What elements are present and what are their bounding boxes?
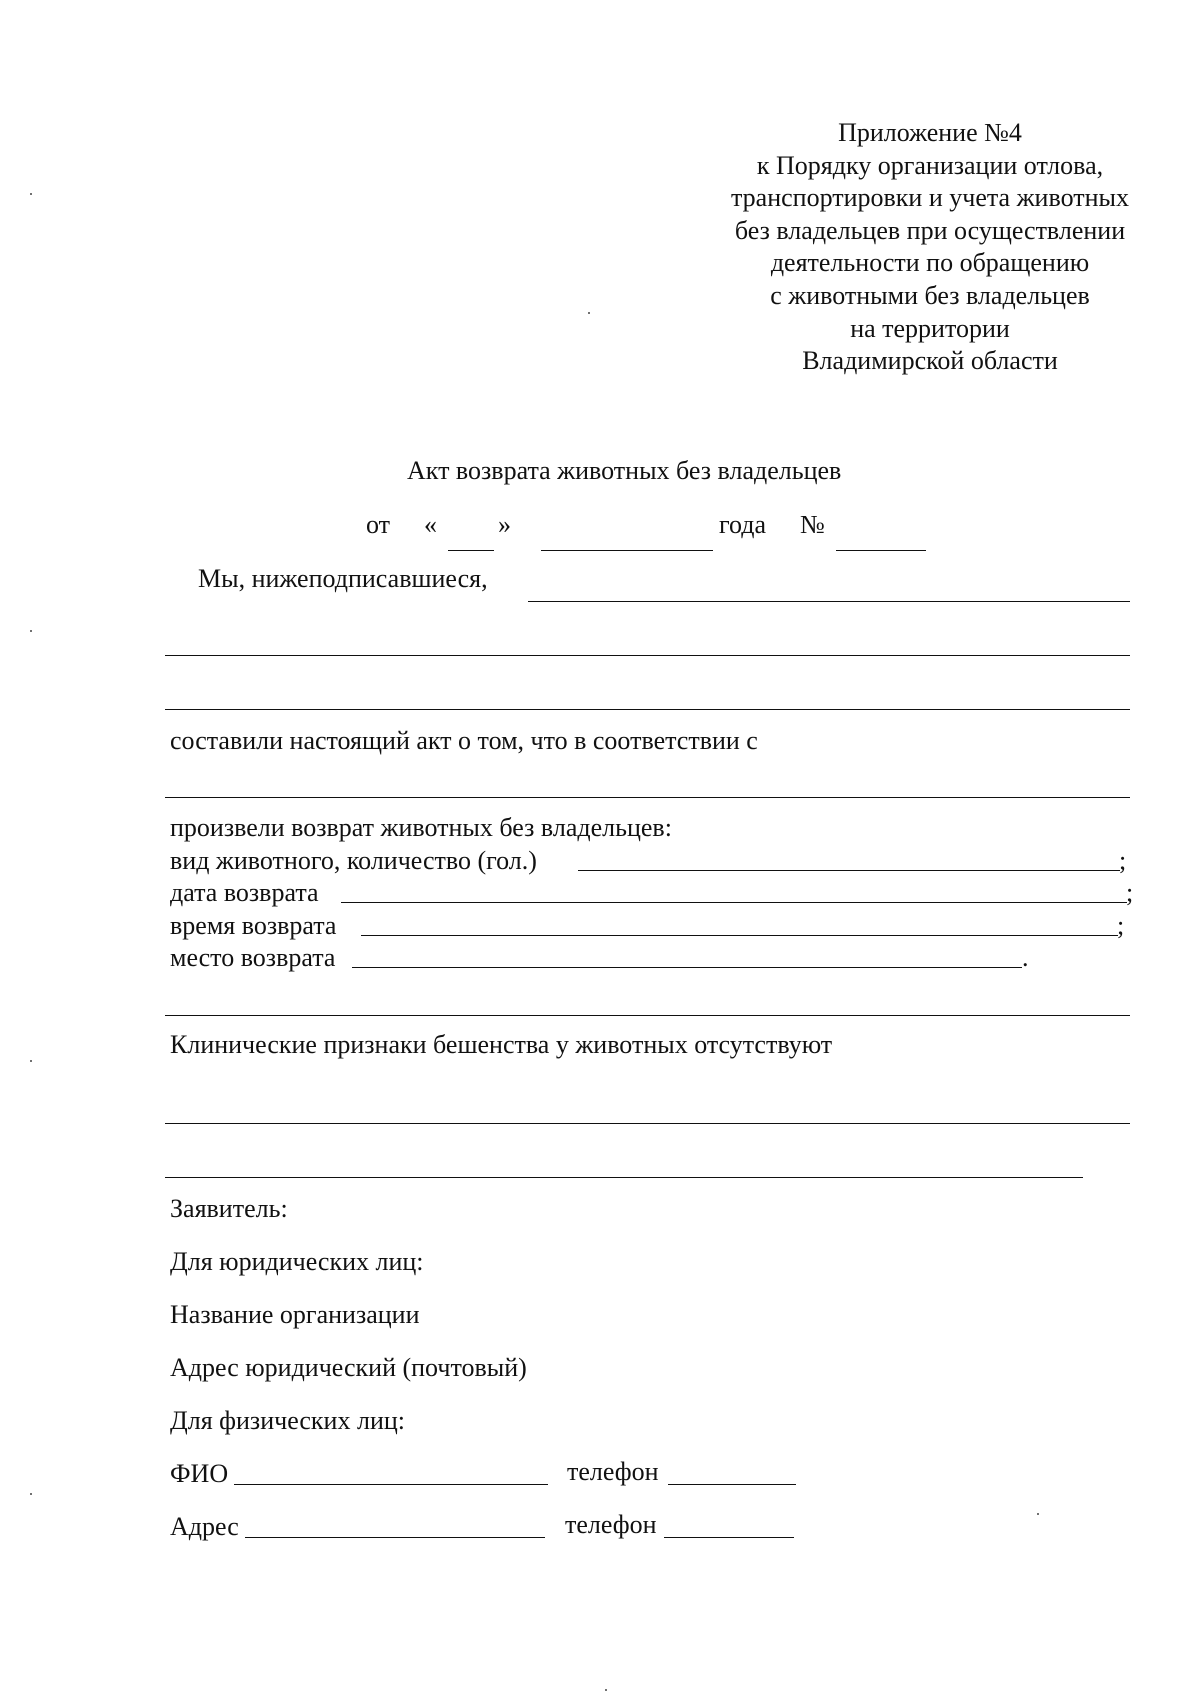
animal-kind-label: вид животного, количество (гол.)	[170, 846, 537, 875]
fio-field[interactable]	[234, 1484, 548, 1485]
individuals-label: Для физических лиц:	[170, 1406, 405, 1435]
quote-open: «	[424, 510, 437, 539]
header-line: деятельности по обращению	[770, 248, 1090, 278]
day-field[interactable]	[448, 550, 494, 551]
rabies-statement: Клинические признаки бешенства у животных отсутствуют	[170, 1030, 833, 1059]
returned-intro: произвели возврат животных без владельцев:	[170, 813, 672, 842]
scan-speck	[588, 312, 590, 314]
signature-line-1[interactable]	[165, 1123, 1130, 1124]
header-line: без владельцев при осуществлении	[734, 215, 1126, 245]
phone-label: телефон	[567, 1457, 659, 1486]
date-from-label: от	[366, 510, 391, 539]
undersigned-field-2[interactable]	[165, 655, 1130, 656]
fio-label: ФИО	[170, 1459, 229, 1488]
semicolon: ;	[1117, 911, 1125, 940]
header-line: транспортировки и учета животных	[731, 183, 1129, 213]
extra-field[interactable]	[165, 1015, 1130, 1016]
return-date-field[interactable]	[341, 902, 1127, 903]
return-time-field[interactable]	[361, 935, 1118, 936]
signature-line-2[interactable]	[165, 1177, 1083, 1178]
phone-label: телефон	[565, 1510, 657, 1539]
number-sign: №	[800, 510, 825, 539]
address-field[interactable]	[245, 1537, 545, 1538]
return-time-label: время возврата	[170, 911, 337, 940]
undersigned-field[interactable]	[528, 601, 1130, 602]
return-date-label: дата возврата	[170, 878, 319, 907]
semicolon: ;	[1126, 878, 1134, 907]
scan-speck	[30, 1060, 32, 1062]
animal-kind-field[interactable]	[578, 870, 1120, 871]
org-name-label: Название организации	[170, 1300, 420, 1329]
return-place-label: место возврата	[170, 943, 336, 972]
header-line: с животными без владельцев	[770, 280, 1090, 310]
header-line: Владимирской области	[802, 346, 1058, 376]
return-place-field[interactable]	[352, 967, 1022, 968]
scan-speck	[30, 1493, 32, 1495]
undersigned-label: Мы, нижеподписавшиеся,	[198, 564, 488, 593]
undersigned-field-3[interactable]	[165, 709, 1130, 710]
scan-speck	[1037, 1513, 1039, 1515]
composed-text: составили настоящий акт о том, что в соответствии с	[170, 726, 758, 755]
period: .	[1022, 943, 1029, 972]
address-phone-field[interactable]	[664, 1537, 794, 1538]
scan-speck	[605, 1689, 607, 1691]
appendix-header	[700, 117, 1160, 378]
fio-phone-field[interactable]	[668, 1484, 796, 1485]
basis-field[interactable]	[165, 797, 1130, 798]
document-title: Акт возврата животных без владельцев	[407, 456, 842, 485]
header-line: к Порядку организации отлова,	[756, 150, 1104, 180]
scan-speck	[30, 630, 32, 632]
year-label: года	[719, 510, 767, 539]
legal-address-label: Адрес юридический (почтовый)	[170, 1353, 527, 1382]
header-line: на территории	[850, 313, 1010, 343]
quote-close: »	[498, 510, 511, 539]
month-field[interactable]	[541, 550, 713, 551]
address-label: Адрес	[170, 1512, 239, 1541]
semicolon: ;	[1119, 846, 1127, 875]
act-number-field[interactable]	[836, 550, 926, 551]
applicant-label: Заявитель:	[170, 1194, 288, 1223]
header-line: Приложение №4	[838, 118, 1022, 147]
legal-entities-label: Для юридических лиц:	[170, 1247, 424, 1276]
scan-speck	[30, 193, 32, 195]
